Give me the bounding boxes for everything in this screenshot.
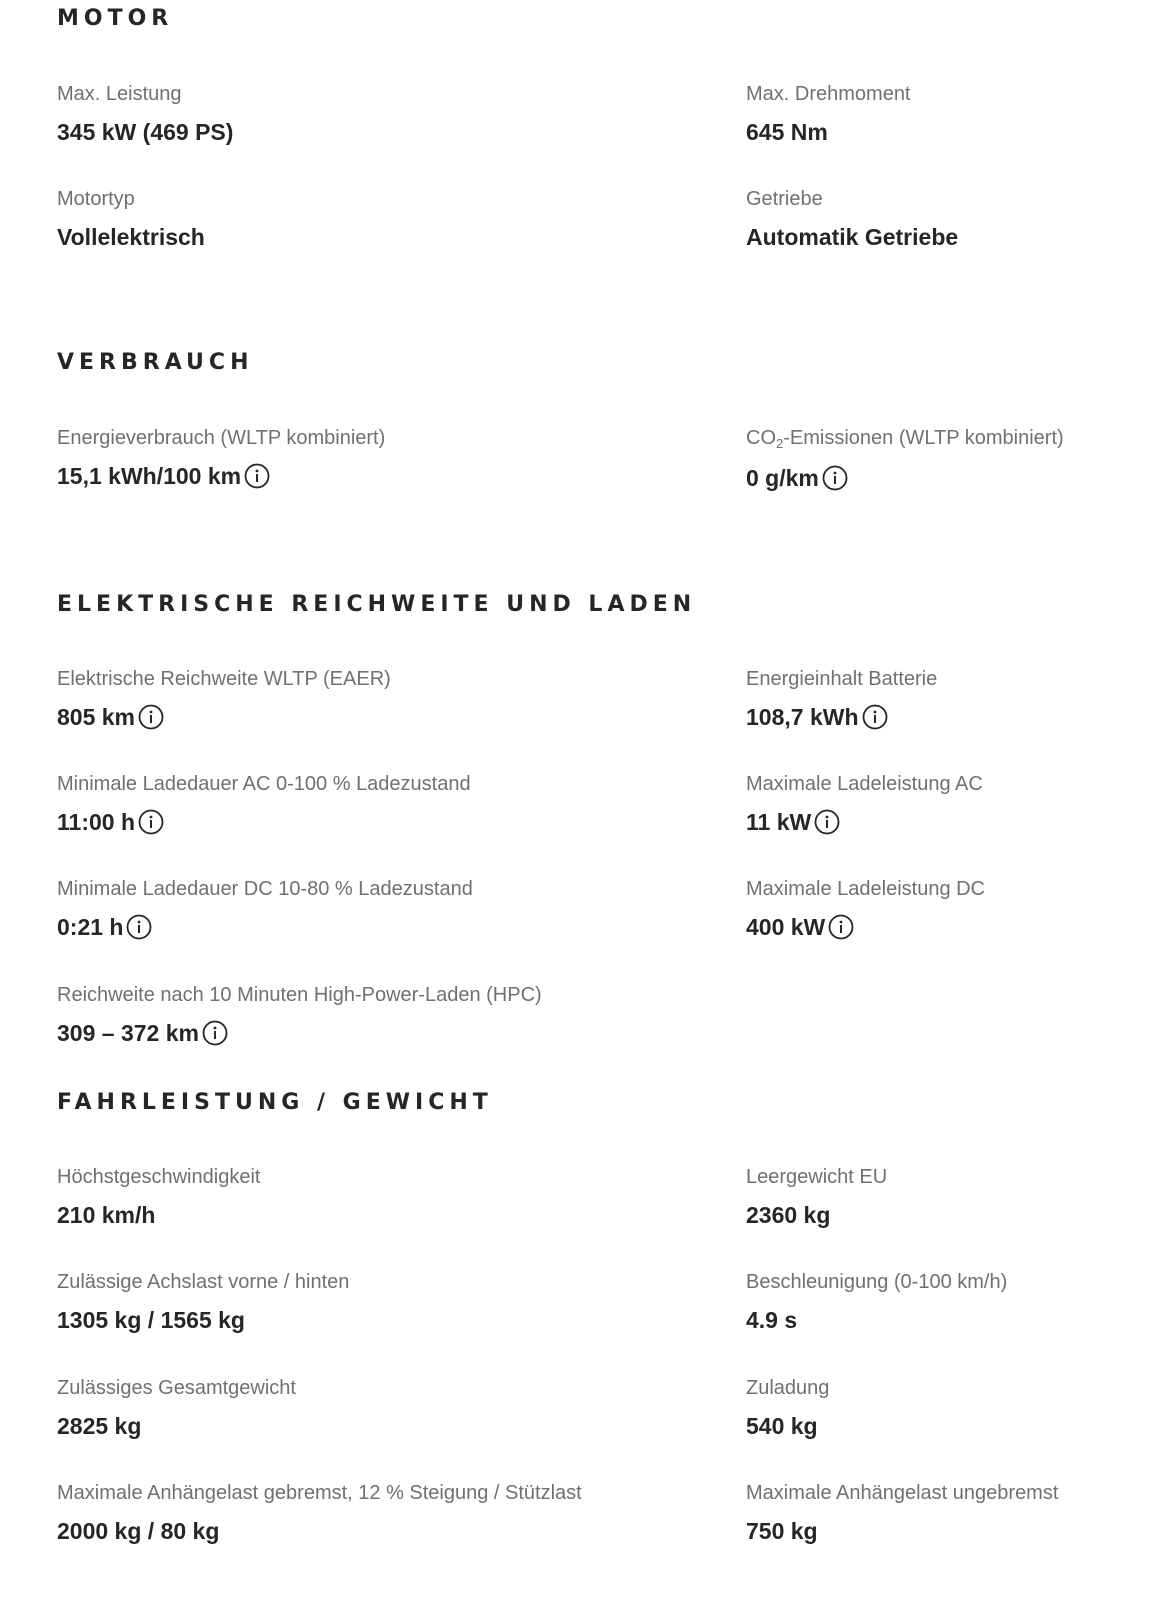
spec-ladeleistung-dc — [746, 877, 985, 940]
spec-label: Maximale Anhängelast ungebremst — [746, 1482, 1059, 1504]
spec-label-suffix: -Emissionen (WLTP kombiniert) — [783, 427, 1064, 449]
spec-value: 0:21 h — [57, 914, 124, 940]
spec-label — [746, 426, 1064, 450]
spec-value: 645 Nm — [746, 119, 828, 145]
spec-energieverbrauch — [57, 426, 385, 489]
section-title-reichweite: ELEKTRISCHE REICHWEITE UND LADEN — [57, 592, 697, 617]
spec-value: 400 kW — [746, 914, 826, 940]
spec-label: Minimale Ladedauer AC 0-100 % Ladezustand — [57, 773, 471, 795]
spec-value: 4.9 s — [746, 1307, 798, 1333]
spec-value: 309 – 372 km — [57, 1020, 199, 1046]
spec-reichweite-wltp — [57, 667, 391, 730]
spec-label: Getriebe — [746, 188, 823, 210]
spec-label: Energieverbrauch (WLTP kombiniert) — [57, 427, 386, 449]
spec-max-leistung — [57, 82, 233, 145]
spec-label: Reichweite nach 10 Minuten High-Power-Laden (HPC) — [57, 984, 542, 1006]
spec-value: 540 kg — [746, 1413, 818, 1439]
spec-label-prefix: CO — [746, 427, 776, 449]
spec-value: Automatik Getriebe — [746, 224, 959, 250]
spec-label: Maximale Anhängelast gebremst, 12 % Steigung / Stützlast — [57, 1482, 582, 1504]
info-circle-icon[interactable] — [822, 465, 848, 491]
info-circle-icon[interactable] — [138, 704, 164, 730]
spec-max-drehmoment — [746, 82, 911, 145]
spec-label: Beschleunigung (0-100 km/h) — [746, 1271, 1008, 1293]
spec-value: 11:00 h — [57, 809, 135, 835]
spec-anhaengelast-ungebremst — [746, 1481, 1058, 1544]
spec-label-subscript: 2 — [776, 436, 784, 451]
spec-label: Energieinhalt Batterie — [746, 668, 938, 690]
spec-hpc-reichweite — [57, 983, 542, 1046]
spec-ladedauer-dc — [57, 877, 473, 940]
spec-energieinhalt-batterie — [746, 667, 937, 730]
section-title-motor: MOTOR — [57, 6, 174, 31]
info-circle-icon[interactable] — [862, 704, 888, 730]
spec-motortyp — [57, 187, 205, 250]
spec-getriebe — [746, 187, 958, 250]
info-circle-icon[interactable] — [126, 914, 152, 940]
spec-label: Maximale Ladeleistung AC — [746, 773, 983, 795]
spec-beschleunigung — [746, 1270, 1007, 1333]
spec-anhaengelast-gebremst — [57, 1481, 582, 1544]
spec-value: 2360 kg — [746, 1202, 831, 1228]
spec-value: 108,7 kWh — [746, 704, 859, 730]
spec-gesamtgewicht — [57, 1376, 296, 1439]
info-circle-icon[interactable] — [202, 1020, 228, 1046]
spec-achslast — [57, 1270, 349, 1333]
spec-label: Zuladung — [746, 1377, 830, 1399]
spec-value: 210 km/h — [57, 1202, 156, 1228]
spec-label: Höchstgeschwindigkeit — [57, 1166, 261, 1188]
spec-label: Zulässige Achslast vorne / hinten — [57, 1271, 350, 1293]
info-circle-icon[interactable] — [138, 809, 164, 835]
spec-ladedauer-ac — [57, 772, 471, 835]
spec-value: 11 kW — [746, 809, 812, 835]
info-circle-icon[interactable] — [828, 914, 854, 940]
spec-label: Leergewicht EU — [746, 1166, 888, 1188]
spec-hoechstgeschwindigkeit — [57, 1165, 260, 1228]
spec-label: Max. Leistung — [57, 83, 182, 105]
spec-label: Max. Drehmoment — [746, 83, 911, 105]
spec-label: Motortyp — [57, 188, 135, 210]
spec-value: 805 km — [57, 704, 136, 730]
info-circle-icon[interactable] — [244, 463, 270, 489]
spec-value: 2000 kg / 80 kg — [57, 1518, 220, 1544]
info-circle-icon[interactable] — [814, 809, 840, 835]
spec-label: Minimale Ladedauer DC 10-80 % Ladezustand — [57, 878, 473, 900]
spec-label: Elektrische Reichweite WLTP (EAER) — [57, 668, 391, 690]
spec-ladeleistung-ac — [746, 772, 983, 835]
spec-value: 2825 kg — [57, 1413, 142, 1439]
spec-value: 15,1 kWh/100 km — [57, 463, 242, 489]
spec-value: Vollelektrisch — [57, 224, 205, 250]
spec-value: 750 kg — [746, 1518, 818, 1544]
spec-value: 345 kW (469 PS) — [57, 119, 234, 145]
spec-co2-emissionen — [746, 426, 1064, 491]
section-title-fahrleistung: FAHRLEISTUNG / GEWICHT — [57, 1090, 493, 1115]
spec-label: Maximale Ladeleistung DC — [746, 878, 986, 900]
section-title-verbrauch: VERBRAUCH — [57, 350, 254, 375]
spec-value: 1305 kg / 1565 kg — [57, 1307, 245, 1333]
spec-zuladung — [746, 1376, 829, 1439]
spec-leergewicht — [746, 1165, 887, 1228]
spec-value: 0 g/km — [746, 465, 819, 491]
spec-label: Zulässiges Gesamtgewicht — [57, 1377, 296, 1399]
